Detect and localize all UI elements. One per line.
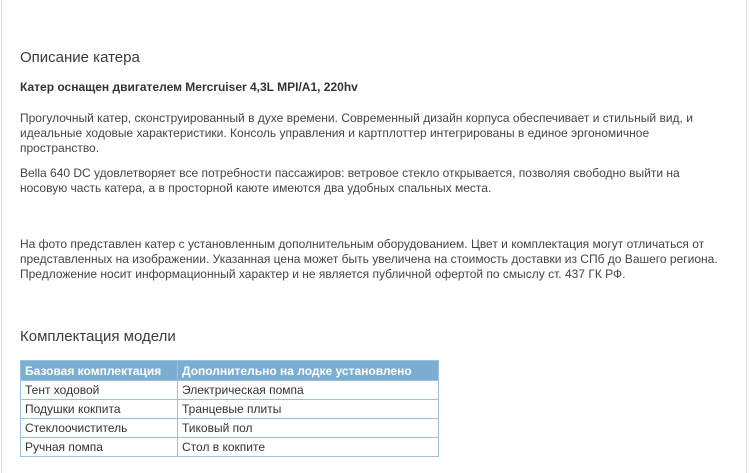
table-cell: Электрическая помпа bbox=[178, 381, 439, 400]
configuration-table bbox=[20, 360, 439, 457]
table-row bbox=[21, 438, 439, 457]
table-cell: Стеклоочиститель bbox=[21, 419, 178, 438]
table-header-row bbox=[21, 361, 439, 381]
table-cell: Подушки кокпита bbox=[21, 400, 178, 419]
disclaimer-paragraph: На фото представлен катер с установленным дополнительным оборудованием. Цвет и комплектация могут отличаться от представленных на изображении. Указанная цена может быть увеличена на стоимость доставки из СПб до Вашего региона. Предложение носит информационный характер и не является публичной офертой по смыслу ст. 437 ГК РФ. bbox=[20, 237, 718, 281]
table-cell: Тиковый пол bbox=[178, 419, 439, 438]
description-title: Описание катера bbox=[20, 49, 140, 66]
engine-info: Катер оснащен двигателем Mercruiser 4,3L MPI/A1, 220hv bbox=[20, 80, 358, 94]
page-frame bbox=[1, 0, 747, 473]
description-paragraph-1: Прогулочный катер, сконструированный в духе времени. Современный дизайн корпуса обеспечивает и стильный вид, и идеальные ходовые характеристики. Консоль управления и картплоттер интегрированы в единое эргономичное пространство. bbox=[20, 111, 693, 155]
table-row bbox=[21, 381, 439, 400]
table-cell: Ручная помпа bbox=[21, 438, 178, 457]
table-cell: Стол в кокпите bbox=[178, 438, 439, 457]
header-base-config: Базовая комплектация bbox=[21, 361, 178, 381]
table-cell: Тент ходовой bbox=[21, 381, 178, 400]
configuration-title: Комплектация модели bbox=[20, 328, 176, 345]
table-row bbox=[21, 419, 439, 438]
table-row bbox=[21, 400, 439, 419]
header-extra-equipment: Дополнительно на лодке установлено bbox=[178, 361, 439, 381]
table-cell: Транцевые плиты bbox=[178, 400, 439, 419]
description-paragraph-2: Bella 640 DC удовлетворяет все потребности пассажиров: ветровое стекло открывается, позволяя свободно выйти на носовую часть катера, а в просторной каюте имеются два удобных спальных места. bbox=[20, 166, 680, 195]
